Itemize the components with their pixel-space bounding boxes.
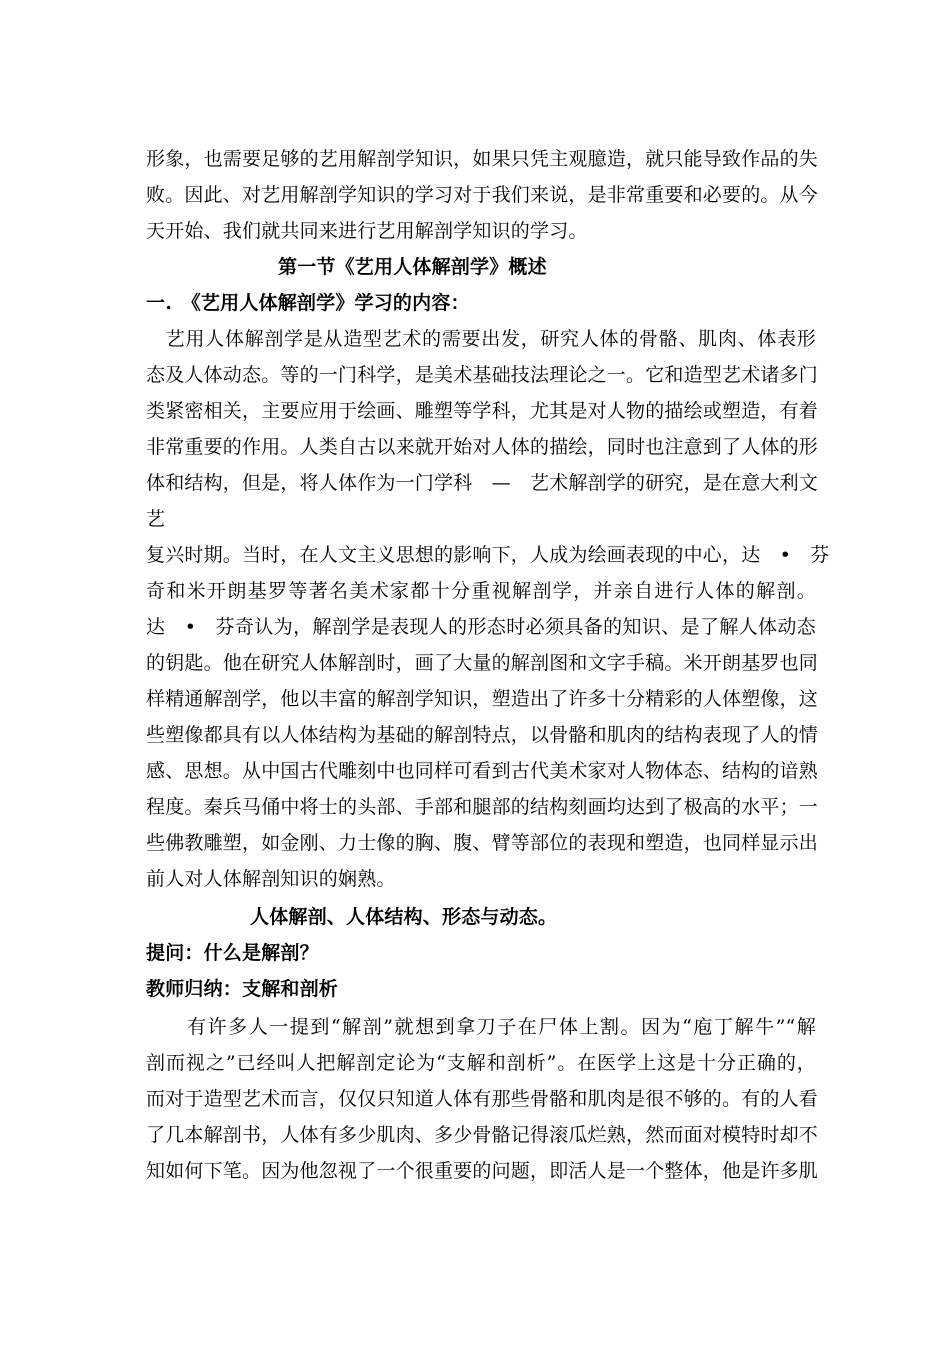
intro-line-3: 天开始、我们就共同来进行艺用解剖学知识的学习。 bbox=[146, 220, 588, 242]
subheading-anatomy: 人体解剖、人体结构、形态与动态。 bbox=[250, 906, 558, 928]
para2-line-9: 些佛教雕塑，如金刚、力士像的胸、腹、臂等部位的表现和塑造，也同样显示出 bbox=[146, 832, 819, 854]
para1-line-2: 态及人体动态。等的一门科学，是美术基础技法理论之一。它和造型艺术诸多门 bbox=[146, 364, 819, 386]
subheading-content: 一. 《艺用人体解剖学》学习的内容： bbox=[146, 292, 470, 314]
para2-line-7: 感、思想。从中国古代雕刻中也同样可看到古代美术家对人物体态、结构的谙熟 bbox=[146, 760, 819, 782]
intro-line-1: 形象，也需要足够的艺用解剖学知识，如果只凭主观臆造，就只能导致作品的失 bbox=[146, 148, 819, 170]
para3-line-4: 了几本解剖书，人体有多少肌肉、多少骨骼记得滚瓜烂熟，然而面对模特时却不 bbox=[146, 1124, 819, 1146]
para1-line-4: 非常重要的作用。人类自古以来就开始对人体的描绘，同时也注意到了人体的形 bbox=[146, 436, 819, 458]
para2-line-5: 样精通解剖学，他以丰富的解剖学知识，塑造出了许多十分精彩的人体塑像，这 bbox=[146, 688, 819, 710]
para2-line-4: 的钥匙。他在研究人体解剖时，画了大量的解剖图和文字手稿。米开朗基罗也同 bbox=[146, 652, 819, 674]
para3-line-3: 而对于造型艺术而言，仅仅只知道人体有那些骨骼和肌肉是很不够的。有的人看 bbox=[146, 1088, 819, 1110]
section-title: 第一节《艺用人体解剖学》概述 bbox=[278, 256, 547, 278]
para2-line-10: 前人对人体解剖知识的娴熟。 bbox=[146, 868, 396, 890]
para2-line-8: 程度。秦兵马俑中将士的头部、手部和腿部的结构刻画均达到了极高的水平；一 bbox=[146, 796, 819, 818]
para1-line-6: 艺 bbox=[146, 508, 166, 530]
para3-line-1: 有许多人一提到“解剖”就想到拿刀子在尸体上割。因为“庖丁解牛”“解 bbox=[146, 1016, 816, 1038]
para3-line-5: 知如何下笔。因为他忽视了一个很重要的问题，即活人是一个整体，他是许多肌 bbox=[146, 1160, 819, 1182]
para2-line-6: 些塑像都具有以人体结构为基础的解剖特点，以骨骼和肌肉的结构表现了人的情 bbox=[146, 724, 819, 746]
question-line: 提问：什么是解剖？ bbox=[146, 942, 319, 964]
intro-line-2: 败。因此、对艺用解剖学知识的学习对于我们来说，是非常重要和必要的。从今 bbox=[146, 184, 819, 206]
para1-line-5: 体和结构，但是，将人体作为一门学科 — 艺术解剖学的研究，是在意大利文 bbox=[146, 472, 819, 494]
para2-line-3: 达 • 芬奇认为，解剖学是表现人的形态时必须具备的知识、是了解人体动态 bbox=[146, 616, 816, 638]
para1-line-3: 类紧密相关，主要应用于绘画、雕塑等学科，尤其是对人物的描绘或塑造，有着 bbox=[146, 400, 819, 422]
teacher-summary-line: 教师归纳：支解和剖析 bbox=[146, 978, 339, 1000]
para2-line-2: 奇和米开朗基罗等著名美术家都十分重视解剖学，并亲自进行人体的解剖。 bbox=[146, 580, 816, 602]
para3-line-2: 剖而视之”已经叫人把解剖定论为“支解和剖析”。在医学上这是十分正确的， bbox=[146, 1052, 816, 1074]
para1-line-1: 艺用人体解剖学是从造型艺术的需要出发，研究人体的骨骼、肌肉、体表形 bbox=[146, 328, 816, 350]
para2-line-1: 复兴时期。当时，在人文主义思想的影响下，人成为绘画表现的中心，达 • 芬 bbox=[146, 544, 830, 566]
